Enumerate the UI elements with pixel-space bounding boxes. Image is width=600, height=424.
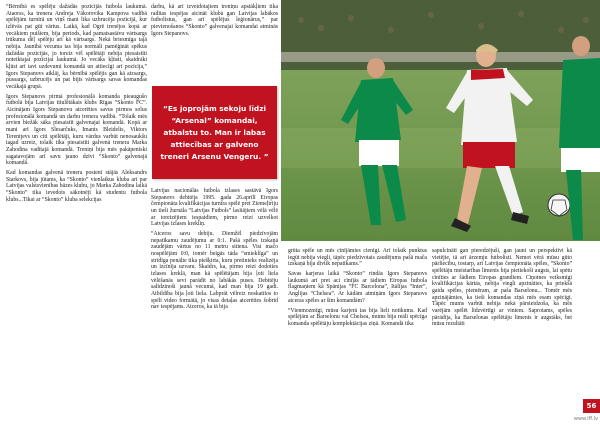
paragraph: darbu, kā arī izveidotajiem treniņu apstākļiem tika radītas iespējas aicināt klubā gan Latvijas labākos futbolistus, gan arī spēlējus leģionārus,” par pievienošanos “Skonto” galvenajai komandai atminās Igors Stepanovs.: [151, 4, 278, 37]
article-column-1: [6, 4, 147, 207]
paragraph: “Atceros savu debiju. Diemžēl piedzīvojām nepatīkamu zaudējumu ar 0:1. Pašā spēles izskaņā zaudējām vārtus no 11 metru sitiena. Visi mačo nospēlējām 0:0, tomēr beigās tāda “smieklīga” un strīdīga penālte tika piešķirta, kuru pretinieks realizēja un izcīnīja uzvaru. Skaidrs, ka, pirmo reizi dodoties izlases kreklā, man kā spēlētājam bija ļoti liela vēlēšanās sevi parādīt no labākās puses. Debitēju salīdzinoši jaunā vecumā, kad man bija 19 gadi. Atbildība bija ļoti liela. Labprāt vēlreiz noskatītos to spēli video formātā, jo visas detaļas atcerēties šobrīd nav iespējams. Atceros, ka tā bija: [151, 231, 278, 311]
article-column-2-bottom: [151, 188, 278, 314]
paragraph: grūta spēle un mēs cīnījāmies cienīgi. Arī tolaik punktus iegūt nebija viegli, tāpēc piedzīvotais zaudējums pašā mača izskaņā bija divtik nepatīkams.”: [288, 248, 427, 268]
paragraph: “Vienmozmīgi, mūsu karjerā tas bija lieli notikums. Kad spēlējām ar Barselonu vai Chelsea, mums bija reāli spēcīga komanda spēlētāju komplektācijas ziņā. Komandā tika: [288, 307, 427, 327]
article-column-2-top: [151, 4, 278, 40]
pull-quote-box: [152, 86, 277, 179]
paragraph: Savas karjeras laikā “Skonto” rindās Igors Stepanovs laukumā arī pret aci cīnījās ar tādiem Eiropas futbola flagmaņiem kā Spānijas “FC Barcelona”, Itālijas “Inter”, Anglijas “Chelsea”. Ar kādām atmiņām Igors Stepanovs atceras spēles ar šīm komandām?: [288, 271, 427, 304]
football-match-illustration: [281, 0, 600, 241]
paragraph: Kad komandas galvenā trenera postenī stājās Aleksandrs Starkovs, bija jūtams, ka “Skonto” vienlaikus kluba arī par Latvijas valstsvienības bāzes klubu, jo Marka Zahodina laikā “Skonto” tika ievedots sākotnēji kā studentu futbola klubs...Tikai ar “Skonto” kluba selekcijas: [6, 170, 147, 203]
match-photo: [281, 0, 600, 241]
paragraph: Latvijas nacionālās futbola izlases sastāvā Igors Stepanovs debitēja 1995. gada 26.aprīlī Eiropas čempionāta kvalifikācijas turnīra spēlē pret Ziemeļīriju un tieši žurnāla “Latvijas Futbols” lasītājiem vēlā vēlē ar toreizējiem iespaidiem, pirmo reizi uzvelkot Latvijas izlases krekliņ.: [151, 188, 278, 228]
page-number: 56: [583, 399, 600, 413]
paragraph: sapulcināti gan pieredzējuši, gan jauni un perspektīvi kā vietējie, tā arī ārzemju futbolisti. Nemot vērā mūsu gūto pārliecību, tostarp, arī Latvijas čempionāta spēles, “Skonto” spēlētāju meistarības līmenis bija pietiekoši augsts, lai spētu cīnīties ar šādiem Eiropas grandiem. Cīņotnes veiksmīgi kvalifikācijas kārtās, nebija viegli apzināties, ka priekšā gaida spēles, piemēram, ar paša Barselonu... Tomēr mēs apzinājāmies, ka tieši komandas ziņā mēs esam spēcīgi. Tāpēc mums varbūt nebija nekā pārsteidzoša, ka mēs varējām spēlēt līdzvērtīgi ar viniem. Saprotams, spēles pārādīja, ka Barselonas spēlētāju līmenis ir augstāks, bet mūsu rezultāti: [432, 248, 572, 328]
paragraph: Igors Stepanovs pirmā profesionālā komanda pieaugušo futbolā bija Latvijas titulētākais klubs Rīgas “Skonto FC”. Aicinājam Igors Stepanovu atcerēties savus pirmos solus profesionālā komandā un darbu trenera vadībā. “Tolaik mēs arvien biežāk sāka piesaistīt galvenajai komandā. Kopā ar mani arī Igors Slesarčuks, Imants Bleidelis, Viktors Terentjevs un citi spēlētāji, kuru vārdus varbūt nenosaukšu tagad uzreiz, tolaik tika piesaistīti galvenā trenera Marka Zahodina vadītajā komandā. Treniņi bija mēs pakāpeniski sagatavojām arī savu jauno dzīvi “Skonto” galvenajā komandā.: [6, 93, 147, 167]
article-column-4: [432, 248, 572, 331]
site-url: www.lff.lv: [573, 416, 598, 422]
pull-quote-text: “Es joprojām sekoju līdzi “Arsenal” komandai, atbalstu to. Man ir labas attiecības ar galveno treneri Arsenu Vengeru. ”: [160, 103, 269, 161]
article-column-3: [288, 248, 427, 331]
paragraph: “Bērnībā es spēlēju dažādās pozīcijās futbola laukumā. Ataorss, ka trenera Andreja Vākorovika Kampova vadībā spēlējām turnīrā un viņš mani lika uzbrucēja pozīcijā, kur izlēvās pat gūt vārtus. Laikā, kad Ogrē trenējos kopā ar vecākiem puišiem, bija periods, kad pamatsastāvu vārtsargs trūkuma dēļ spēlēju arī kā vārtsargs. Nekā briesmīga tajā nebija. Jaunībā vecuma tas bija normāli pamēģināt spēkus dažādās pozīcijās, jo toreiz vēl spēlētāji nebija piesaistīti noteiktajai pozīcijai laukumā. Jo vecāks kļūsti, skaidrāki kļūst arī tavi uzdevumi komandā un attiecīgi arī pozīcija,” Igors Stepanovs atklāj, ka bērnībā spēlējis gan kā aizsargs, pussargs, uzbrucējs un pat bijis vārtsargs savas komandas vecākajā grupā.: [6, 4, 147, 90]
